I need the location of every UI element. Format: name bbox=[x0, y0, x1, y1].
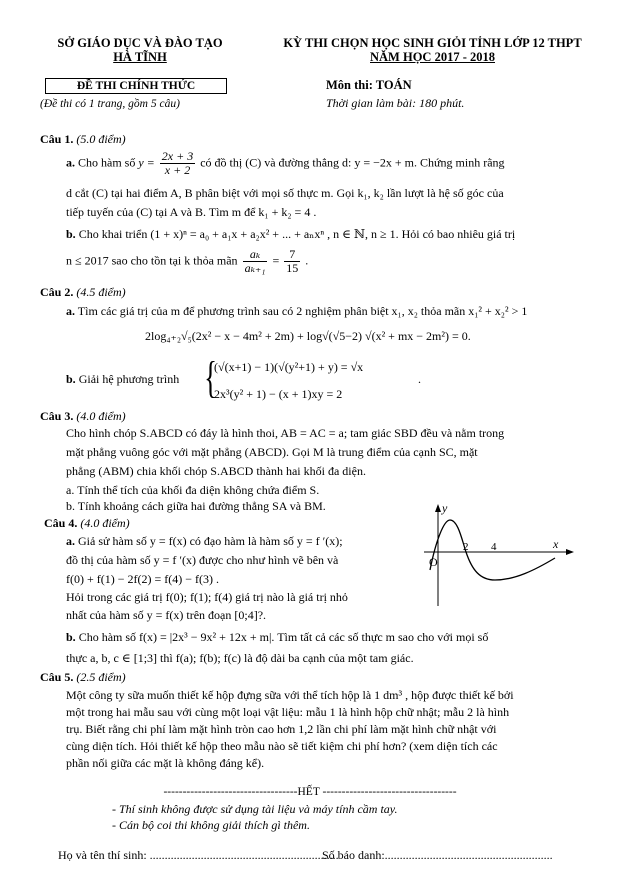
x-axis-arrow bbox=[566, 549, 574, 555]
q1-b-end: . bbox=[305, 253, 309, 268]
q4-title: Câu 4. bbox=[44, 516, 78, 530]
graph-tick-2: 2 bbox=[463, 541, 469, 553]
q1-a-label: a. bbox=[66, 155, 75, 170]
q5-heading bbox=[40, 670, 126, 685]
q1-a-line3: tiếp tuyến của (C) tại A và B. Tìm m để k₁ + k₂ = 4 . bbox=[66, 205, 317, 219]
q3-line2: mặt phẳng vuông góc với mặt phẳng (ABCD). Gọi M là trung điểm của cạnh SC, mặt bbox=[66, 445, 478, 459]
q2-a-line1 bbox=[66, 304, 527, 319]
q2-a-equation: 2log₄₊₂√₅(2x² − x − 4m² + 2m) + log√(√5−2) √(x² + mx − 2m²) = 0. bbox=[145, 329, 471, 343]
q4-a-line3: f(0) + f(1) − 2f(2) = f(4) − f(3) . bbox=[66, 572, 220, 586]
q1-b-line2 bbox=[66, 248, 308, 275]
q4-a-line2: đồ thị của hàm số y = f ′(x) được cho như hình vẽ bên và bbox=[66, 553, 339, 567]
subject: Môn thi: TOÁN bbox=[326, 78, 412, 92]
q1-b-numerator: aₖ bbox=[243, 248, 268, 262]
q1-a-text2: có đồ thị (C) và đường thẳng d: y = −2x + m. Chứng minh rằng bbox=[200, 155, 505, 170]
q1-b-eq: = bbox=[272, 253, 280, 268]
q4-b-line2: thực a, b, c ∈ [1;3] thì f(a); f(b); f(c) là độ dài ba cạnh của một tam giác. bbox=[66, 651, 414, 665]
q3-heading bbox=[40, 409, 126, 424]
q2-b-system-eq2: 2x³(y² + 1) − (x + 1)xy = 2 bbox=[214, 387, 343, 401]
footer-note2: - Cán bộ coi thi không giải thích gì thêm. bbox=[112, 818, 310, 832]
graph-x-label: x bbox=[553, 537, 559, 551]
q4-a-label: a. bbox=[66, 534, 75, 548]
q2-b-end: . bbox=[418, 372, 421, 386]
q1-a-numerator: 2x + 3 bbox=[161, 149, 194, 163]
q1-a-denominator: x + 2 bbox=[164, 163, 191, 177]
official-label: ĐỀ THI CHÍNH THỨC bbox=[45, 78, 227, 94]
q3-title: Câu 3. bbox=[40, 409, 74, 423]
q5-line1: Một công ty sữa muốn thiết kế hộp đựng sữa với thể tích hộp là 1 dm³ , hộp được thiết kế bởi bbox=[66, 688, 514, 702]
q2-b-label: b. bbox=[66, 372, 76, 386]
q3-part-b: b. Tính khoảng cách giữa hai đường thẳng SA và BM. bbox=[66, 499, 326, 513]
q4-heading bbox=[44, 516, 130, 531]
graph-y-label: y bbox=[442, 501, 448, 515]
q1-b-denominator: aₖ₊₁ bbox=[244, 261, 266, 275]
q1-b-text1: Cho khai triển (1 + x)ⁿ = a₀ + a₁x + a₂x² + ... + aₙxⁿ , n ∈ ℕ, n ≥ 1. Hỏi có bao nhiêu giá trị bbox=[78, 227, 516, 241]
q4-b-text1: Cho hàm số f(x) = |2x³ − 9x² + 12x + m|. Tìm tất cả các số thực m sao cho với mọi số bbox=[78, 630, 489, 644]
exam-title: KỲ THI CHỌN HỌC SINH GIỎI TỈNH LỚP 12 THPT bbox=[283, 36, 582, 50]
dept-name bbox=[40, 36, 240, 65]
q1-title: Câu 1. bbox=[40, 132, 74, 146]
q3-line3: phẳng (ABM) chia khối chóp S.ABCD thành hai khối đa diện. bbox=[66, 464, 366, 478]
q1-a-line2: d cắt (C) tại hai điểm A, B phân biệt với mọi số thực m. Gọi k₁, k₂ lần lượt là hệ số góc của bbox=[66, 186, 504, 200]
q4-a-line5: nhất của hàm số y = f(x) trên đoạn [0;4]?. bbox=[66, 608, 267, 622]
exam-heading bbox=[260, 36, 605, 65]
graph-origin-label: O bbox=[429, 555, 438, 569]
q5-title: Câu 5. bbox=[40, 670, 74, 684]
q1-a-fn: y = bbox=[138, 155, 155, 170]
page-note: (Đề thi có 1 trang, gồm 5 câu) bbox=[40, 98, 180, 110]
q1-b-fraction2 bbox=[284, 248, 300, 275]
derivative-graph bbox=[420, 500, 580, 610]
exam-time: Thời gian làm bài: 180 phút. bbox=[326, 96, 465, 110]
q2-b-text: Giải hệ phương trình bbox=[78, 372, 180, 386]
q1-heading bbox=[40, 132, 126, 147]
candidate-name-field: Họ và tên thí sinh: ............................................................... bbox=[58, 848, 339, 862]
q5-line2: một trong hai mẫu sau với cùng một loại vật liệu: mẫu 1 là hình hộp chữ nhật; mẫu 2 là hình bbox=[66, 705, 510, 719]
q2-a-label: a. bbox=[66, 304, 75, 318]
dept-line1: SỞ GIÁO DỤC VÀ ĐÀO TẠO bbox=[57, 36, 223, 50]
dept-line2: HÀ TĨNH bbox=[113, 50, 167, 64]
q2-heading bbox=[40, 285, 126, 300]
q2-a-text: Tìm các giá trị của m để phương trình sau có 2 nghiệm phân biệt x₁, x₂ thỏa mãn x₁² + x₂² > 1 bbox=[77, 304, 528, 318]
q1-b-denominator2: 15 bbox=[286, 261, 299, 275]
q2-b-system-eq1: (√(x+1) − 1)(√(y²+1) + y) = √x bbox=[214, 360, 364, 374]
q1-b-line1 bbox=[66, 227, 515, 242]
q4-points: (4.0 điểm) bbox=[80, 516, 130, 530]
y-axis-arrow bbox=[435, 504, 441, 512]
q4-b-line1 bbox=[66, 630, 488, 645]
q1-b-numerator2: 7 bbox=[284, 248, 300, 262]
q3-points: (4.0 điểm) bbox=[76, 409, 126, 423]
q4-b-label: b. bbox=[66, 630, 76, 644]
candidate-id-field: Số báo danh:........................................................ bbox=[322, 848, 553, 862]
graph-tick-4: 4 bbox=[491, 541, 497, 553]
q1-a-text1: Cho hàm số bbox=[78, 155, 136, 170]
school-year: NĂM HỌC 2017 - 2018 bbox=[370, 50, 495, 64]
q1-a-fraction bbox=[160, 150, 195, 177]
end-mark: -----------------------------------HẾT ----------------------------------- bbox=[163, 786, 457, 798]
q2-title: Câu 2. bbox=[40, 285, 74, 299]
q1-b-text2: n ≤ 2017 sao cho tồn tại k thỏa mãn bbox=[66, 253, 238, 268]
q5-line4: cùng diện tích. Hỏi thiết kế hộp theo mẫu nào sẽ tiết kiệm chi phí hơn? (xem diện tích các bbox=[66, 739, 498, 753]
q2-b-line bbox=[66, 372, 179, 387]
q5-line5: phần nối giữa các mặt là không đáng kể). bbox=[66, 756, 265, 770]
q1-b-fraction bbox=[243, 248, 268, 275]
q4-a-text1: Giả sử hàm số y = f(x) có đạo hàm là hàm số y = f ′(x); bbox=[78, 534, 343, 548]
q4-a-line1 bbox=[66, 534, 343, 549]
q5-points: (2.5 điểm) bbox=[76, 670, 126, 684]
q3-part-a: a. Tính thể tích của khối đa diện không chứa điểm S. bbox=[66, 483, 320, 497]
q5-line3: trụ. Biết rằng chi phí làm mặt hình tròn cao hơn 1,2 lần chi phí làm mặt hình chữ nhật với bbox=[66, 722, 497, 736]
q1-b-label: b. bbox=[66, 227, 76, 241]
q2-b-brace: { bbox=[204, 353, 217, 402]
q2-points: (4.5 điểm) bbox=[76, 285, 126, 299]
footer-note1: - Thí sinh không được sử dụng tài liệu và máy tính cầm tay. bbox=[112, 802, 398, 816]
q3-line1: Cho hình chóp S.ABCD có đáy là hình thoi, AB = AC = a; tam giác SBD đều và nằm trong bbox=[66, 426, 505, 440]
q4-a-line4: Hỏi trong các giá trị f(0); f(1); f(4) giá trị nào là giá trị nhỏ bbox=[66, 590, 348, 604]
q1-a-line1 bbox=[66, 150, 505, 177]
q1-points: (5.0 điểm) bbox=[76, 132, 126, 146]
